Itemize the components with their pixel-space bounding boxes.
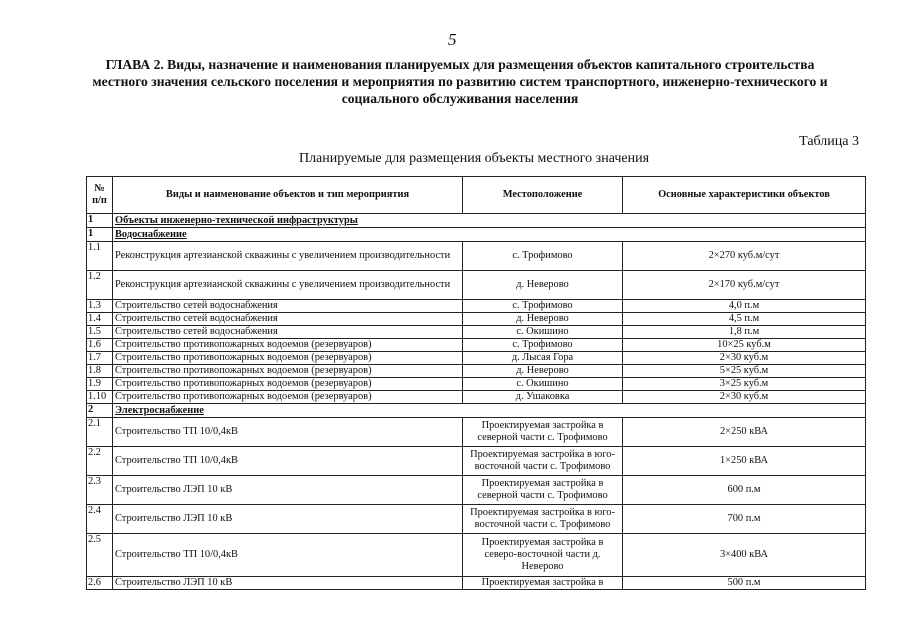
cell-name: Строительство ТП 10/0,4кВ <box>113 418 463 447</box>
table-row <box>87 534 866 577</box>
table-row <box>87 300 866 313</box>
section-row <box>87 404 866 418</box>
cell-num: 2.3 <box>87 476 113 505</box>
cell-num: 2.1 <box>87 418 113 447</box>
cell-location: Проектируемая застройка в северной части с. Трофимово <box>463 476 623 505</box>
cell-location: Проектируемая застройка в юго-восточной части с. Трофимово <box>463 447 623 476</box>
cell-characteristics: 5×25 куб.м <box>623 365 866 378</box>
cell-characteristics: 600 п.м <box>623 476 866 505</box>
cell-name: Строительство противопожарных водоемов (резервуаров) <box>113 352 463 365</box>
cell-num: 1 <box>87 228 113 242</box>
table-row <box>87 352 866 365</box>
cell-characteristics: 500 п.м <box>623 577 866 590</box>
cell-section-title: Электроснабжение <box>113 404 866 418</box>
cell-name: Строительство противопожарных водоемов (резервуаров) <box>113 339 463 352</box>
cell-characteristics: 2×270 куб.м/сут <box>623 242 866 271</box>
cell-name: Реконструкция артезианской скважины с увеличением производительности <box>113 242 463 271</box>
cell-characteristics: 2×30 куб.м <box>623 352 866 365</box>
table-row <box>87 365 866 378</box>
table-row <box>87 313 866 326</box>
header-name: Виды и наименование объектов и тип мероприятия <box>113 177 463 214</box>
cell-characteristics: 4,0 п.м <box>623 300 866 313</box>
table-row <box>87 577 866 590</box>
cell-name: Строительство ЛЭП 10 кВ <box>113 577 463 590</box>
cell-name: Строительство противопожарных водоемов (резервуаров) <box>113 391 463 404</box>
table-row <box>87 505 866 534</box>
cell-name: Строительство ЛЭП 10 кВ <box>113 476 463 505</box>
table-header-row <box>87 177 866 214</box>
cell-location: Проектируемая застройка в северо-восточной части д. Неверово <box>463 534 623 577</box>
cell-name: Реконструкция артезианской скважины с увеличением производительности <box>113 271 463 300</box>
cell-characteristics: 3×25 куб.м <box>623 378 866 391</box>
cell-name: Строительство ЛЭП 10 кВ <box>113 505 463 534</box>
cell-num: 1.3 <box>87 300 113 313</box>
cell-location: д. Лысая Гора <box>463 352 623 365</box>
cell-location: Проектируемая застройка в <box>463 577 623 590</box>
cell-characteristics: 2×250 кВА <box>623 418 866 447</box>
table-row <box>87 391 866 404</box>
cell-num: 1.1 <box>87 242 113 271</box>
section-row <box>87 228 866 242</box>
objects-table <box>86 176 866 590</box>
cell-num: 2.6 <box>87 577 113 590</box>
table-row <box>87 271 866 300</box>
cell-location: Проектируемая застройка в юго-восточной части с. Трофимово <box>463 505 623 534</box>
chapter-title: ГЛАВА 2. Виды, назначение и наименования планируемых для размещения объектов капитального строительства местного значения сельского поселения и мероприятия по развитию систем транспортного, инженерно-технического и социального обслуживания населения <box>92 57 828 106</box>
cell-location: Проектируемая застройка в северной части с. Трофимово <box>463 418 623 447</box>
table-row <box>87 476 866 505</box>
cell-num: 2 <box>87 404 113 418</box>
table-row <box>87 326 866 339</box>
cell-name: Строительство сетей водоснабжения <box>113 300 463 313</box>
cell-characteristics: 1,8 п.м <box>623 326 866 339</box>
cell-characteristics: 2×30 куб.м <box>623 391 866 404</box>
cell-location: с. Трофимово <box>463 300 623 313</box>
cell-name: Строительство противопожарных водоемов (резервуаров) <box>113 378 463 391</box>
table-row <box>87 418 866 447</box>
cell-section-title: Объекты инженерно-технической инфраструктуры <box>113 214 866 228</box>
cell-num: 2.4 <box>87 505 113 534</box>
cell-num: 1.2 <box>87 271 113 300</box>
cell-num: 1.6 <box>87 339 113 352</box>
cell-name: Строительство ТП 10/0,4кВ <box>113 447 463 476</box>
cell-num: 1.8 <box>87 365 113 378</box>
cell-location: д. Ушаковка <box>463 391 623 404</box>
cell-num: 1.5 <box>87 326 113 339</box>
table-row <box>87 242 866 271</box>
page-number: 5 <box>448 30 457 49</box>
cell-characteristics: 3×400 кВА <box>623 534 866 577</box>
cell-num: 1 <box>87 214 113 228</box>
table-row <box>87 339 866 352</box>
cell-num: 1.7 <box>87 352 113 365</box>
cell-num: 2.2 <box>87 447 113 476</box>
cell-location: д. Неверово <box>463 271 623 300</box>
cell-name: Строительство противопожарных водоемов (резервуаров) <box>113 365 463 378</box>
cell-location: д. Неверово <box>463 365 623 378</box>
cell-num: 1.4 <box>87 313 113 326</box>
cell-location: с. Трофимово <box>463 242 623 271</box>
cell-location: с. Окишино <box>463 326 623 339</box>
cell-characteristics: 4,5 п.м <box>623 313 866 326</box>
table-number: Таблица 3 <box>799 134 859 149</box>
cell-characteristics: 1×250 кВА <box>623 447 866 476</box>
cell-name: Строительство ТП 10/0,4кВ <box>113 534 463 577</box>
cell-num: 1.10 <box>87 391 113 404</box>
header-num: № п/п <box>87 177 113 214</box>
table-body <box>87 214 866 590</box>
cell-section-title: Водоснабжение <box>113 228 866 242</box>
cell-name: Строительство сетей водоснабжения <box>113 326 463 339</box>
cell-num: 1.9 <box>87 378 113 391</box>
cell-name: Строительство сетей водоснабжения <box>113 313 463 326</box>
section-row <box>87 214 866 228</box>
table-row <box>87 447 866 476</box>
table-title: Планируемые для размещения объекты местного значения <box>298 151 650 166</box>
cell-location: д. Неверово <box>463 313 623 326</box>
cell-characteristics: 10×25 куб.м <box>623 339 866 352</box>
cell-location: с. Трофимово <box>463 339 623 352</box>
cell-characteristics: 700 п.м <box>623 505 866 534</box>
header-location: Местоположение <box>463 177 623 214</box>
cell-num: 2.5 <box>87 534 113 577</box>
cell-characteristics: 2×170 куб.м/сут <box>623 271 866 300</box>
header-characteristics: Основные характеристики объектов <box>623 177 866 214</box>
cell-location: с. Окишино <box>463 378 623 391</box>
table-row <box>87 378 866 391</box>
